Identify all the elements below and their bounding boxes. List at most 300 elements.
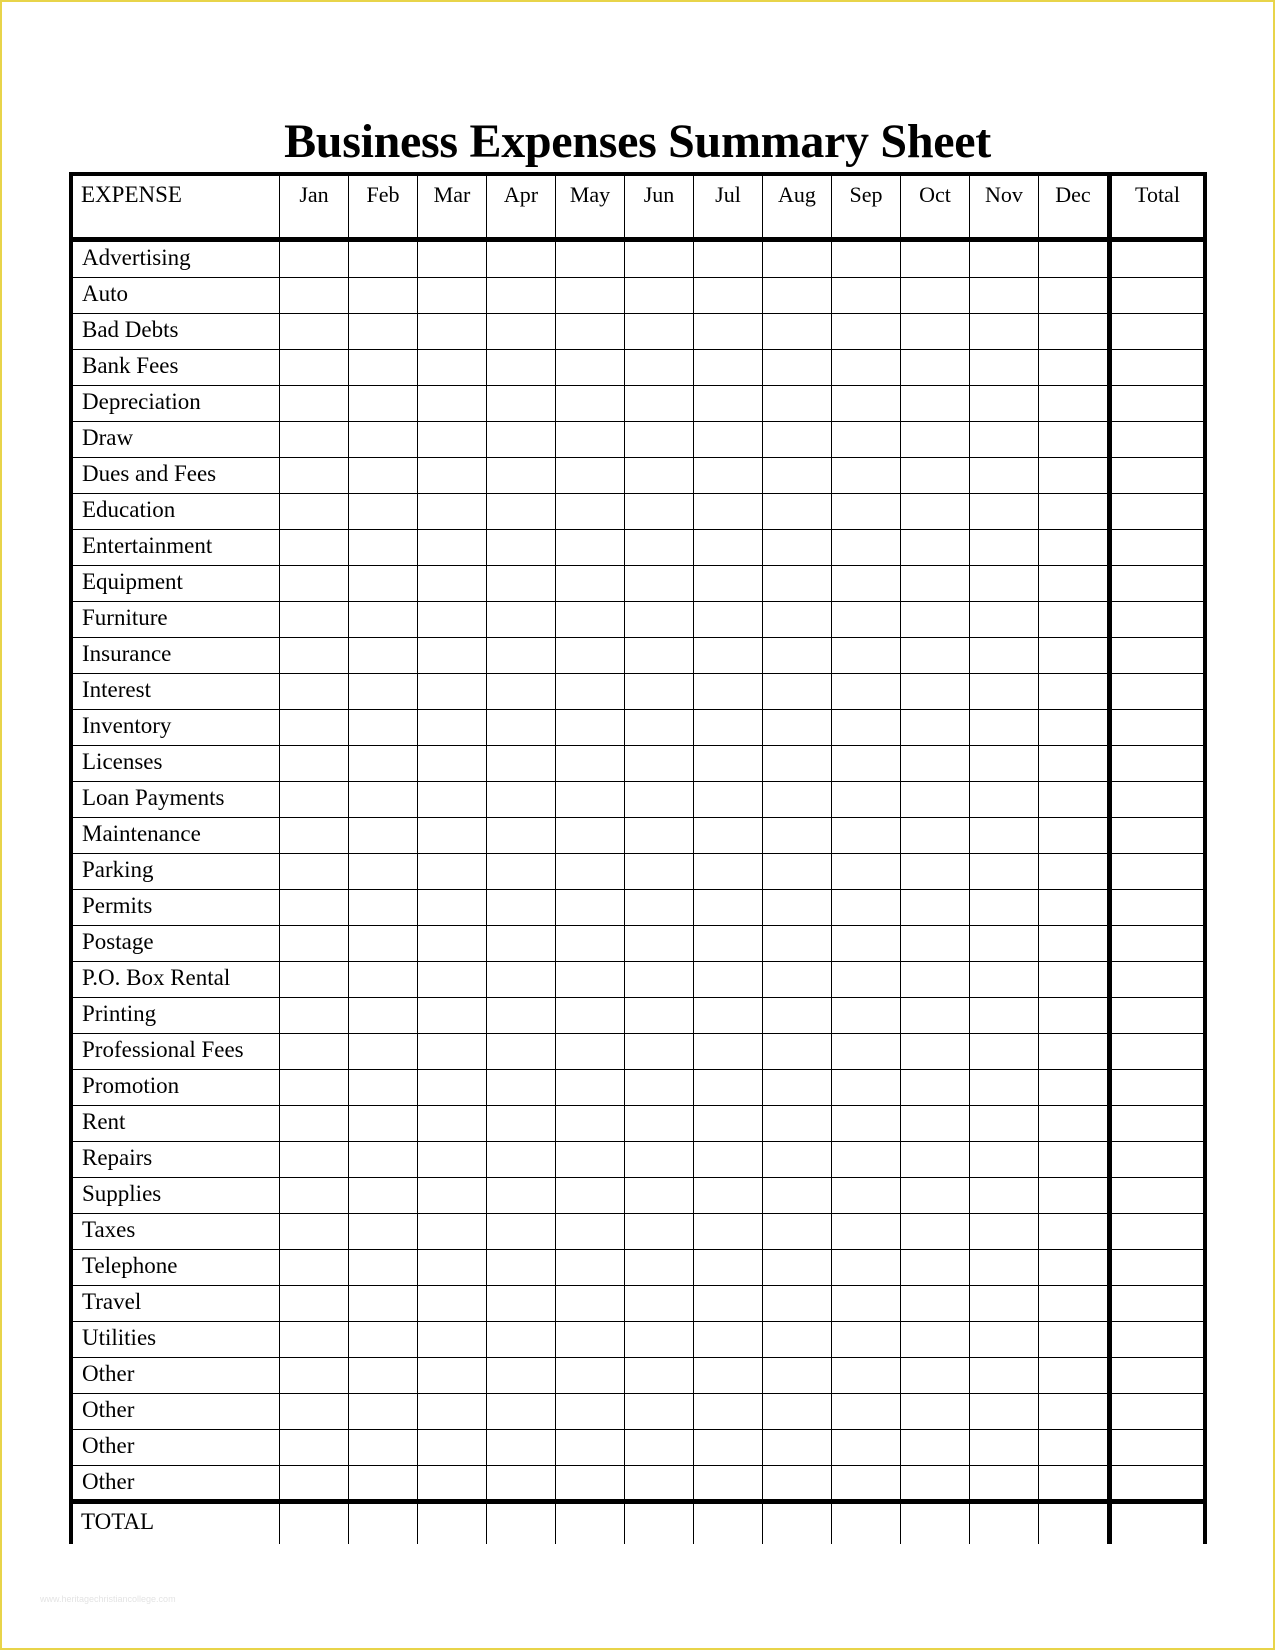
row-total-cell[interactable]	[1112, 710, 1203, 746]
month-amount-cell[interactable]	[694, 638, 763, 674]
month-total-cell[interactable]	[418, 1504, 487, 1544]
month-amount-cell[interactable]	[832, 422, 901, 458]
month-amount-cell[interactable]	[349, 278, 418, 314]
month-amount-cell[interactable]	[832, 638, 901, 674]
month-amount-cell[interactable]	[280, 1358, 349, 1394]
month-amount-cell[interactable]	[349, 1286, 418, 1322]
month-amount-cell[interactable]	[625, 530, 694, 566]
month-amount-cell[interactable]	[625, 962, 694, 998]
month-amount-cell[interactable]	[418, 1430, 487, 1466]
month-amount-cell[interactable]	[487, 494, 556, 530]
month-amount-cell[interactable]	[625, 1142, 694, 1178]
month-amount-cell[interactable]	[832, 818, 901, 854]
month-amount-cell[interactable]	[349, 1394, 418, 1430]
row-total-cell[interactable]	[1112, 1322, 1203, 1358]
month-amount-cell[interactable]	[556, 998, 625, 1034]
month-amount-cell[interactable]	[694, 386, 763, 422]
month-amount-cell[interactable]	[970, 386, 1039, 422]
month-amount-cell[interactable]	[901, 998, 970, 1034]
month-amount-cell[interactable]	[625, 458, 694, 494]
month-amount-cell[interactable]	[694, 746, 763, 782]
month-amount-cell[interactable]	[349, 890, 418, 926]
month-amount-cell[interactable]	[901, 1214, 970, 1250]
month-amount-cell[interactable]	[763, 1250, 832, 1286]
month-amount-cell[interactable]	[556, 566, 625, 602]
month-amount-cell[interactable]	[1039, 494, 1108, 530]
row-total-cell[interactable]	[1112, 1034, 1203, 1070]
month-amount-cell[interactable]	[418, 782, 487, 818]
month-amount-cell[interactable]	[418, 1466, 487, 1504]
month-amount-cell[interactable]	[1039, 1358, 1108, 1394]
month-amount-cell[interactable]	[418, 710, 487, 746]
month-amount-cell[interactable]	[901, 1178, 970, 1214]
month-amount-cell[interactable]	[280, 854, 349, 890]
month-amount-cell[interactable]	[280, 566, 349, 602]
month-amount-cell[interactable]	[556, 890, 625, 926]
month-amount-cell[interactable]	[487, 926, 556, 962]
month-amount-cell[interactable]	[832, 854, 901, 890]
month-amount-cell[interactable]	[280, 1430, 349, 1466]
row-total-cell[interactable]	[1112, 1358, 1203, 1394]
month-amount-cell[interactable]	[832, 782, 901, 818]
month-amount-cell[interactable]	[280, 998, 349, 1034]
month-amount-cell[interactable]	[832, 962, 901, 998]
month-amount-cell[interactable]	[832, 674, 901, 710]
month-amount-cell[interactable]	[556, 1178, 625, 1214]
month-amount-cell[interactable]	[901, 386, 970, 422]
month-amount-cell[interactable]	[280, 278, 349, 314]
month-amount-cell[interactable]	[763, 1070, 832, 1106]
month-amount-cell[interactable]	[832, 890, 901, 926]
month-amount-cell[interactable]	[832, 1394, 901, 1430]
month-amount-cell[interactable]	[763, 818, 832, 854]
month-amount-cell[interactable]	[349, 818, 418, 854]
month-amount-cell[interactable]	[556, 638, 625, 674]
month-amount-cell[interactable]	[280, 1142, 349, 1178]
month-amount-cell[interactable]	[694, 782, 763, 818]
month-amount-cell[interactable]	[1039, 1106, 1108, 1142]
month-amount-cell[interactable]	[1039, 818, 1108, 854]
month-amount-cell[interactable]	[1039, 530, 1108, 566]
month-amount-cell[interactable]	[280, 1070, 349, 1106]
month-amount-cell[interactable]	[763, 314, 832, 350]
month-amount-cell[interactable]	[694, 1286, 763, 1322]
month-amount-cell[interactable]	[487, 530, 556, 566]
month-total-cell[interactable]	[763, 1504, 832, 1544]
month-amount-cell[interactable]	[487, 1250, 556, 1286]
month-amount-cell[interactable]	[280, 1106, 349, 1142]
month-amount-cell[interactable]	[556, 1430, 625, 1466]
month-amount-cell[interactable]	[970, 638, 1039, 674]
month-amount-cell[interactable]	[280, 1322, 349, 1358]
month-amount-cell[interactable]	[763, 926, 832, 962]
row-total-cell[interactable]	[1112, 1394, 1203, 1430]
month-amount-cell[interactable]	[763, 638, 832, 674]
month-amount-cell[interactable]	[901, 494, 970, 530]
month-amount-cell[interactable]	[349, 602, 418, 638]
month-amount-cell[interactable]	[487, 1286, 556, 1322]
month-amount-cell[interactable]	[763, 1286, 832, 1322]
month-amount-cell[interactable]	[832, 278, 901, 314]
month-amount-cell[interactable]	[487, 1430, 556, 1466]
month-amount-cell[interactable]	[694, 314, 763, 350]
month-amount-cell[interactable]	[349, 422, 418, 458]
month-amount-cell[interactable]	[832, 710, 901, 746]
month-amount-cell[interactable]	[901, 1034, 970, 1070]
month-amount-cell[interactable]	[625, 926, 694, 962]
month-total-cell[interactable]	[694, 1504, 763, 1544]
row-total-cell[interactable]	[1112, 566, 1203, 602]
month-amount-cell[interactable]	[556, 242, 625, 278]
month-amount-cell[interactable]	[763, 458, 832, 494]
month-amount-cell[interactable]	[556, 746, 625, 782]
month-amount-cell[interactable]	[349, 1106, 418, 1142]
month-amount-cell[interactable]	[763, 566, 832, 602]
month-amount-cell[interactable]	[487, 818, 556, 854]
month-amount-cell[interactable]	[280, 1250, 349, 1286]
month-amount-cell[interactable]	[625, 1466, 694, 1504]
month-amount-cell[interactable]	[418, 926, 487, 962]
month-amount-cell[interactable]	[280, 350, 349, 386]
month-amount-cell[interactable]	[694, 602, 763, 638]
month-amount-cell[interactable]	[694, 350, 763, 386]
month-amount-cell[interactable]	[625, 890, 694, 926]
month-amount-cell[interactable]	[763, 422, 832, 458]
month-amount-cell[interactable]	[349, 1430, 418, 1466]
month-amount-cell[interactable]	[625, 422, 694, 458]
month-amount-cell[interactable]	[556, 1142, 625, 1178]
month-amount-cell[interactable]	[556, 1214, 625, 1250]
month-amount-cell[interactable]	[349, 710, 418, 746]
month-amount-cell[interactable]	[418, 1178, 487, 1214]
month-amount-cell[interactable]	[901, 242, 970, 278]
month-amount-cell[interactable]	[694, 1430, 763, 1466]
month-amount-cell[interactable]	[625, 1394, 694, 1430]
month-amount-cell[interactable]	[349, 350, 418, 386]
month-amount-cell[interactable]	[418, 1394, 487, 1430]
month-amount-cell[interactable]	[418, 1322, 487, 1358]
month-amount-cell[interactable]	[487, 638, 556, 674]
row-total-cell[interactable]	[1112, 1214, 1203, 1250]
month-amount-cell[interactable]	[970, 1034, 1039, 1070]
month-amount-cell[interactable]	[349, 962, 418, 998]
month-amount-cell[interactable]	[763, 1142, 832, 1178]
month-amount-cell[interactable]	[694, 1358, 763, 1394]
month-amount-cell[interactable]	[556, 1070, 625, 1106]
month-amount-cell[interactable]	[349, 746, 418, 782]
month-amount-cell[interactable]	[625, 1250, 694, 1286]
month-amount-cell[interactable]	[418, 494, 487, 530]
month-amount-cell[interactable]	[832, 1322, 901, 1358]
row-total-cell[interactable]	[1112, 926, 1203, 962]
month-amount-cell[interactable]	[901, 674, 970, 710]
month-amount-cell[interactable]	[901, 638, 970, 674]
month-amount-cell[interactable]	[280, 638, 349, 674]
month-amount-cell[interactable]	[349, 1178, 418, 1214]
month-amount-cell[interactable]	[832, 386, 901, 422]
month-total-cell[interactable]	[487, 1504, 556, 1544]
month-amount-cell[interactable]	[487, 278, 556, 314]
month-amount-cell[interactable]	[349, 1322, 418, 1358]
month-amount-cell[interactable]	[1039, 314, 1108, 350]
month-amount-cell[interactable]	[487, 350, 556, 386]
month-amount-cell[interactable]	[901, 278, 970, 314]
month-amount-cell[interactable]	[901, 566, 970, 602]
month-amount-cell[interactable]	[625, 782, 694, 818]
month-amount-cell[interactable]	[970, 854, 1039, 890]
month-amount-cell[interactable]	[556, 530, 625, 566]
month-amount-cell[interactable]	[763, 890, 832, 926]
month-amount-cell[interactable]	[1039, 1430, 1108, 1466]
month-amount-cell[interactable]	[487, 890, 556, 926]
month-amount-cell[interactable]	[694, 962, 763, 998]
row-total-cell[interactable]	[1112, 1178, 1203, 1214]
month-amount-cell[interactable]	[487, 314, 556, 350]
row-total-cell[interactable]	[1112, 638, 1203, 674]
month-amount-cell[interactable]	[1039, 998, 1108, 1034]
month-amount-cell[interactable]	[1039, 1178, 1108, 1214]
month-amount-cell[interactable]	[901, 422, 970, 458]
month-amount-cell[interactable]	[832, 566, 901, 602]
month-amount-cell[interactable]	[280, 422, 349, 458]
month-amount-cell[interactable]	[970, 422, 1039, 458]
month-amount-cell[interactable]	[418, 1070, 487, 1106]
month-amount-cell[interactable]	[832, 1430, 901, 1466]
month-amount-cell[interactable]	[625, 1106, 694, 1142]
month-amount-cell[interactable]	[901, 854, 970, 890]
month-amount-cell[interactable]	[901, 746, 970, 782]
month-amount-cell[interactable]	[694, 890, 763, 926]
month-amount-cell[interactable]	[556, 1322, 625, 1358]
month-amount-cell[interactable]	[280, 746, 349, 782]
month-amount-cell[interactable]	[487, 422, 556, 458]
month-amount-cell[interactable]	[625, 1358, 694, 1394]
month-amount-cell[interactable]	[418, 314, 487, 350]
month-amount-cell[interactable]	[832, 350, 901, 386]
month-amount-cell[interactable]	[970, 494, 1039, 530]
month-amount-cell[interactable]	[556, 494, 625, 530]
month-amount-cell[interactable]	[970, 314, 1039, 350]
month-amount-cell[interactable]	[970, 746, 1039, 782]
month-amount-cell[interactable]	[418, 746, 487, 782]
month-amount-cell[interactable]	[832, 458, 901, 494]
row-total-cell[interactable]	[1112, 818, 1203, 854]
month-amount-cell[interactable]	[970, 350, 1039, 386]
month-amount-cell[interactable]	[418, 530, 487, 566]
month-amount-cell[interactable]	[556, 674, 625, 710]
month-amount-cell[interactable]	[1039, 566, 1108, 602]
month-amount-cell[interactable]	[280, 1214, 349, 1250]
month-amount-cell[interactable]	[349, 674, 418, 710]
month-amount-cell[interactable]	[763, 1394, 832, 1430]
month-amount-cell[interactable]	[625, 710, 694, 746]
month-amount-cell[interactable]	[349, 998, 418, 1034]
month-amount-cell[interactable]	[1039, 782, 1108, 818]
month-amount-cell[interactable]	[418, 278, 487, 314]
month-amount-cell[interactable]	[625, 1070, 694, 1106]
month-amount-cell[interactable]	[763, 746, 832, 782]
month-amount-cell[interactable]	[625, 1178, 694, 1214]
month-amount-cell[interactable]	[280, 602, 349, 638]
month-amount-cell[interactable]	[556, 458, 625, 494]
month-amount-cell[interactable]	[901, 1286, 970, 1322]
month-amount-cell[interactable]	[763, 962, 832, 998]
month-amount-cell[interactable]	[832, 1250, 901, 1286]
month-amount-cell[interactable]	[349, 242, 418, 278]
month-amount-cell[interactable]	[832, 1358, 901, 1394]
month-amount-cell[interactable]	[487, 1142, 556, 1178]
month-amount-cell[interactable]	[418, 566, 487, 602]
month-amount-cell[interactable]	[1039, 638, 1108, 674]
month-amount-cell[interactable]	[556, 1106, 625, 1142]
month-amount-cell[interactable]	[349, 1214, 418, 1250]
month-total-cell[interactable]	[970, 1504, 1039, 1544]
month-amount-cell[interactable]	[556, 1250, 625, 1286]
month-amount-cell[interactable]	[694, 1142, 763, 1178]
month-amount-cell[interactable]	[1039, 1214, 1108, 1250]
month-amount-cell[interactable]	[832, 1214, 901, 1250]
month-amount-cell[interactable]	[694, 854, 763, 890]
month-amount-cell[interactable]	[694, 1322, 763, 1358]
month-amount-cell[interactable]	[556, 962, 625, 998]
month-amount-cell[interactable]	[418, 1214, 487, 1250]
month-amount-cell[interactable]	[763, 1034, 832, 1070]
month-total-cell[interactable]	[349, 1504, 418, 1544]
month-amount-cell[interactable]	[418, 1034, 487, 1070]
month-amount-cell[interactable]	[970, 1358, 1039, 1394]
row-total-cell[interactable]	[1112, 746, 1203, 782]
month-amount-cell[interactable]	[763, 350, 832, 386]
month-amount-cell[interactable]	[901, 710, 970, 746]
month-amount-cell[interactable]	[418, 422, 487, 458]
month-amount-cell[interactable]	[349, 386, 418, 422]
month-amount-cell[interactable]	[556, 1286, 625, 1322]
month-amount-cell[interactable]	[901, 1358, 970, 1394]
month-amount-cell[interactable]	[694, 242, 763, 278]
month-amount-cell[interactable]	[970, 602, 1039, 638]
month-amount-cell[interactable]	[970, 1142, 1039, 1178]
month-amount-cell[interactable]	[625, 1322, 694, 1358]
month-amount-cell[interactable]	[625, 566, 694, 602]
month-amount-cell[interactable]	[1039, 602, 1108, 638]
month-amount-cell[interactable]	[280, 458, 349, 494]
month-amount-cell[interactable]	[349, 782, 418, 818]
month-amount-cell[interactable]	[832, 746, 901, 782]
month-amount-cell[interactable]	[694, 998, 763, 1034]
month-amount-cell[interactable]	[625, 1430, 694, 1466]
month-amount-cell[interactable]	[625, 242, 694, 278]
month-amount-cell[interactable]	[694, 1214, 763, 1250]
month-amount-cell[interactable]	[1039, 962, 1108, 998]
month-amount-cell[interactable]	[487, 1466, 556, 1504]
month-amount-cell[interactable]	[901, 782, 970, 818]
month-amount-cell[interactable]	[901, 926, 970, 962]
month-amount-cell[interactable]	[487, 1358, 556, 1394]
month-amount-cell[interactable]	[1039, 1250, 1108, 1286]
month-amount-cell[interactable]	[694, 710, 763, 746]
month-amount-cell[interactable]	[556, 818, 625, 854]
month-amount-cell[interactable]	[349, 1142, 418, 1178]
month-amount-cell[interactable]	[763, 1178, 832, 1214]
month-amount-cell[interactable]	[556, 350, 625, 386]
month-amount-cell[interactable]	[625, 278, 694, 314]
row-total-cell[interactable]	[1112, 674, 1203, 710]
month-amount-cell[interactable]	[970, 1466, 1039, 1504]
month-amount-cell[interactable]	[1039, 1142, 1108, 1178]
row-total-cell[interactable]	[1112, 962, 1203, 998]
month-amount-cell[interactable]	[763, 710, 832, 746]
month-amount-cell[interactable]	[901, 602, 970, 638]
row-total-cell[interactable]	[1112, 278, 1203, 314]
month-amount-cell[interactable]	[832, 1178, 901, 1214]
month-amount-cell[interactable]	[418, 602, 487, 638]
month-amount-cell[interactable]	[280, 1034, 349, 1070]
month-amount-cell[interactable]	[418, 1142, 487, 1178]
month-amount-cell[interactable]	[694, 818, 763, 854]
month-amount-cell[interactable]	[763, 602, 832, 638]
month-amount-cell[interactable]	[625, 350, 694, 386]
month-amount-cell[interactable]	[763, 1430, 832, 1466]
month-amount-cell[interactable]	[625, 314, 694, 350]
month-amount-cell[interactable]	[625, 854, 694, 890]
month-amount-cell[interactable]	[487, 854, 556, 890]
month-amount-cell[interactable]	[694, 926, 763, 962]
month-amount-cell[interactable]	[625, 638, 694, 674]
month-amount-cell[interactable]	[832, 242, 901, 278]
month-amount-cell[interactable]	[487, 746, 556, 782]
row-total-cell[interactable]	[1112, 494, 1203, 530]
month-amount-cell[interactable]	[832, 494, 901, 530]
month-amount-cell[interactable]	[694, 530, 763, 566]
month-amount-cell[interactable]	[280, 962, 349, 998]
month-amount-cell[interactable]	[694, 1250, 763, 1286]
month-amount-cell[interactable]	[487, 242, 556, 278]
month-amount-cell[interactable]	[625, 1286, 694, 1322]
month-amount-cell[interactable]	[418, 458, 487, 494]
month-amount-cell[interactable]	[418, 854, 487, 890]
month-amount-cell[interactable]	[832, 998, 901, 1034]
row-total-cell[interactable]	[1112, 530, 1203, 566]
month-amount-cell[interactable]	[556, 1034, 625, 1070]
month-amount-cell[interactable]	[418, 386, 487, 422]
month-amount-cell[interactable]	[970, 998, 1039, 1034]
month-amount-cell[interactable]	[487, 1394, 556, 1430]
month-amount-cell[interactable]	[832, 314, 901, 350]
month-amount-cell[interactable]	[901, 1394, 970, 1430]
month-amount-cell[interactable]	[901, 1250, 970, 1286]
month-amount-cell[interactable]	[625, 1214, 694, 1250]
month-amount-cell[interactable]	[625, 602, 694, 638]
month-amount-cell[interactable]	[280, 1178, 349, 1214]
month-amount-cell[interactable]	[625, 998, 694, 1034]
month-amount-cell[interactable]	[970, 1214, 1039, 1250]
month-amount-cell[interactable]	[349, 926, 418, 962]
month-amount-cell[interactable]	[901, 350, 970, 386]
month-amount-cell[interactable]	[349, 530, 418, 566]
month-amount-cell[interactable]	[1039, 1286, 1108, 1322]
month-amount-cell[interactable]	[763, 854, 832, 890]
month-amount-cell[interactable]	[556, 314, 625, 350]
month-amount-cell[interactable]	[970, 1106, 1039, 1142]
month-amount-cell[interactable]	[832, 1106, 901, 1142]
month-amount-cell[interactable]	[901, 1430, 970, 1466]
month-amount-cell[interactable]	[280, 710, 349, 746]
month-amount-cell[interactable]	[1039, 242, 1108, 278]
month-amount-cell[interactable]	[487, 782, 556, 818]
row-total-cell[interactable]	[1112, 1286, 1203, 1322]
month-amount-cell[interactable]	[280, 890, 349, 926]
month-amount-cell[interactable]	[832, 602, 901, 638]
